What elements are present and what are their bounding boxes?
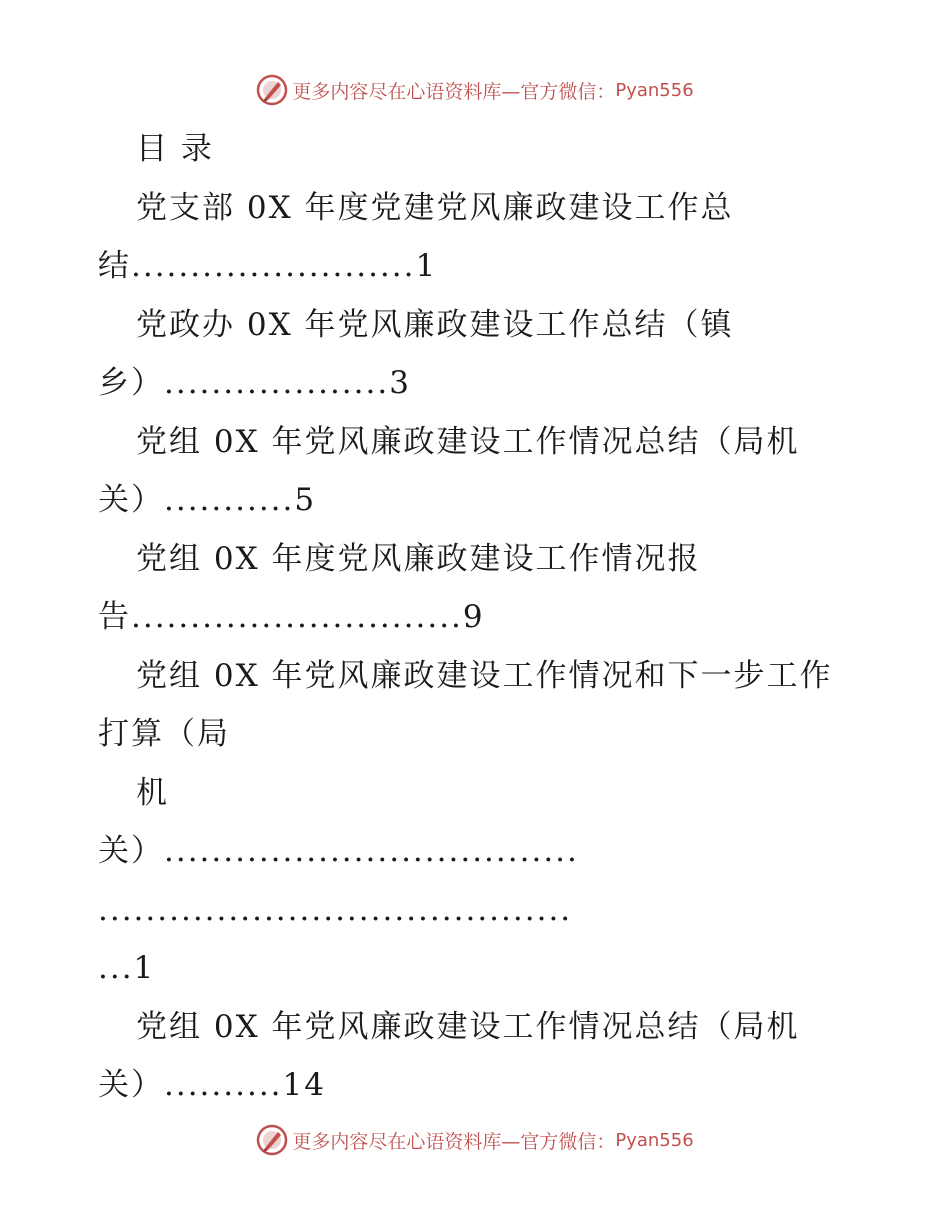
toc-line: ...1 (98, 950, 156, 986)
toc-line: 党组 0X 年党风廉政建设工作情况总结（局机 (136, 1008, 800, 1045)
toc-line: 乡）...................3 (98, 365, 411, 401)
toc-line: 打算（局 (98, 716, 230, 752)
toc-line: 告............................9 (98, 599, 485, 635)
table-of-contents (98, 120, 858, 1115)
toc-line: 结........................1 (98, 248, 438, 284)
toc-line: 党组 0X 年党风廉政建设工作情况总结（局机 (136, 423, 800, 460)
pen-logo-icon (256, 1124, 288, 1156)
toc-line: 党组 0X 年度党风廉政建设工作情况报 (136, 540, 701, 577)
watermark-text: 更多内容尽在心语资料库—官方微信： (292, 1130, 616, 1153)
toc-line: 关）................................... (98, 833, 579, 869)
watermark-text: 更多内容尽在心语资料库—官方微信： (292, 80, 616, 103)
toc-heading: 目 录 (136, 131, 214, 167)
watermark-banner-top (0, 70, 950, 110)
toc-line: 关）..........14 (98, 1067, 326, 1103)
toc-line: ........................................ (98, 891, 573, 928)
watermark-contact: Pyan556 (615, 79, 694, 101)
toc-line: 机 (136, 774, 169, 811)
toc-line: 党支部 0X 年度党建党风廉政建设工作总 (136, 189, 734, 226)
toc-line: 党政办 0X 年党风廉政建设工作总结（镇 (136, 306, 734, 343)
toc-line: 党组 0X 年党风廉政建设工作情况和下一步工作 (136, 657, 833, 694)
toc-line: 关）...........5 (98, 482, 317, 518)
pen-logo-icon (256, 74, 288, 106)
watermark-contact: Pyan556 (615, 1129, 694, 1151)
watermark-banner-bottom (0, 1120, 950, 1160)
